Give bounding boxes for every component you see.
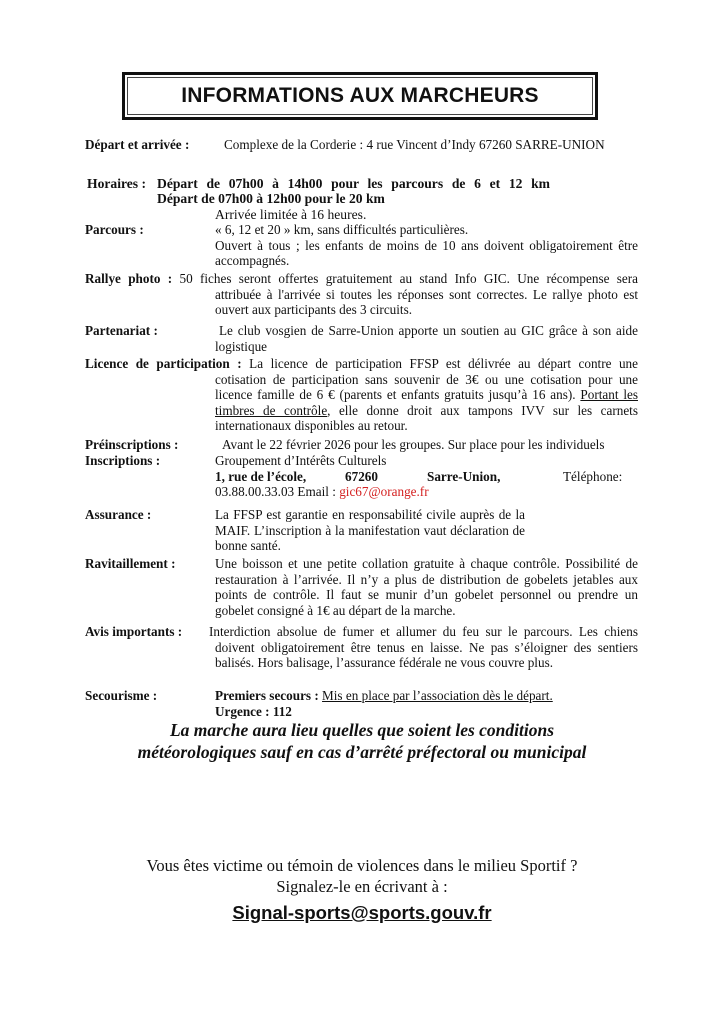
parcours-line2: Ouvert à tous ; les enfants de moins de 10 ans doivent obligatoirement être accompagnés.: [215, 237, 638, 269]
parcours-line1: « 6, 12 et 20 » km, sans difficultés particulières.: [215, 222, 469, 237]
horaires-line1: Départ de 07h00 à 14h00 pour les parcours de 6 et 12 km: [157, 176, 550, 191]
avis-rest: doivent obligatoirement être tenus en laisse. Ne pas s’éloigner des sentiers balisés. Hors balisage, l’assurance fédérale ne vous couvre plus.: [215, 639, 638, 671]
inscriptions-org: Groupement d’Intérêts Culturels: [215, 453, 387, 468]
ravitaillement-value: Une boisson et une petite collation gratuite à chaque contrôle. Possibilité de restauration à l’arrivée. Il n’y a plus de distribution de gobelets jetables aux points de contrôle. Il faut se munir d’un gobelet personnel ou prendre un gobelet consigné à 1€ au départ de la marche.: [215, 556, 638, 618]
rallye-first: 50 fiches seront offertes gratuitement au stand Info GIC. Une récompense sera: [179, 271, 639, 286]
ravitaillement-label: Ravitaillement :: [85, 556, 176, 571]
partenariat-label: Partenariat :: [85, 323, 158, 338]
licence-underlined: Portant les timbres de contrôle: [215, 387, 638, 418]
assurance-value: La FFSP est garantie en responsabilité civile auprès de la MAIF. L’inscription à la manifestation vaut déclaration de bonne santé.: [215, 507, 525, 554]
licence-rest-b: , elle donne droit aux tampons IVV sur les carnets internationaux disponibles au retour.: [215, 402, 638, 434]
notice-line1: La marche aura lieu quelles que soient les conditions: [169, 720, 555, 740]
address-street: 1, rue de l’école,: [215, 468, 307, 484]
phone-value: 03.88.00.33.03: [215, 484, 295, 500]
licence-first: La licence de participation FFSP est délivrée au départ contre une: [249, 356, 639, 371]
secourisme-label: Secourisme :: [85, 688, 158, 703]
footer-email-link[interactable]: Signal-sports@sports.gouv.fr: [232, 902, 492, 923]
licence-rest-a: cotisation de participation sans souvenir de 3€ ou une cotisation pour une licence famille de 6 € (parents et enfants gratuits jusqu’à 16 ans).: [215, 371, 638, 403]
rallye-rest: attribuée à l'arrivée si toutes les réponses sont correctes. Le rallye photo est ouvert aux participants des 3 circuits.: [215, 286, 638, 318]
horaires-label: Horaires :: [87, 176, 147, 191]
urgence: Urgence : 112: [215, 703, 292, 719]
premiers-secours-value: Mis en place par l’association dès le départ.: [322, 688, 553, 703]
preinscriptions-value: Avant le 22 février 2026 pour les groupes. Sur place pour les individuels: [222, 437, 605, 452]
depart-label: Départ et arrivée :: [85, 137, 190, 152]
avis-first: Interdiction absolue de fumer et allumer du feu sur le parcours. Les chiens: [209, 624, 638, 639]
partenariat-value: Le club vosgien de Sarre-Union apporte un soutien au GIC grâce à son aide logistique: [215, 323, 638, 354]
inscriptions-address: [215, 469, 638, 485]
title-box: [122, 72, 598, 120]
assurance-label: Assurance :: [85, 507, 152, 522]
parcours-label: Parcours :: [85, 222, 144, 237]
phone-label: Téléphone:: [563, 468, 623, 484]
address-zip: 67260: [345, 468, 378, 484]
violence-report-footer: [0, 855, 724, 923]
avis-label: Avis importants :: [85, 624, 183, 639]
email-label: Email :: [297, 484, 336, 500]
rallye-label: Rallye photo :: [85, 271, 173, 286]
footer-line2: Signalez-le en écrivant à :: [276, 877, 448, 896]
section-licence: [85, 356, 639, 434]
preinscriptions-label: Préinscriptions :: [85, 437, 179, 452]
weather-notice: [0, 719, 724, 763]
horaires-line2: Départ de 07h00 à 12h00 pour le 20 km: [157, 191, 385, 206]
section-rallye: [85, 271, 639, 318]
notice-line2: météorologiques sauf en cas d’arrêté préfectoral ou municipal: [137, 742, 587, 762]
premiers-secours-label: Premiers secours :: [215, 688, 319, 703]
page-title: INFORMATIONS AUX MARCHEURS: [181, 84, 539, 108]
address-city: Sarre-Union,: [427, 468, 501, 484]
depart-value: Complexe de la Corderie : 4 rue Vincent d’Indy 67260 SARRE-UNION: [224, 137, 605, 152]
horaires-line3: Arrivée limitée à 16 heures.: [215, 207, 367, 222]
licence-label: Licence de participation :: [85, 356, 242, 371]
footer-line1: Vous êtes victime ou témoin de violences dans le milieu Sportif ?: [146, 856, 578, 875]
email-link[interactable]: gic67@orange.fr: [339, 484, 429, 500]
inscriptions-label: Inscriptions :: [85, 453, 161, 468]
